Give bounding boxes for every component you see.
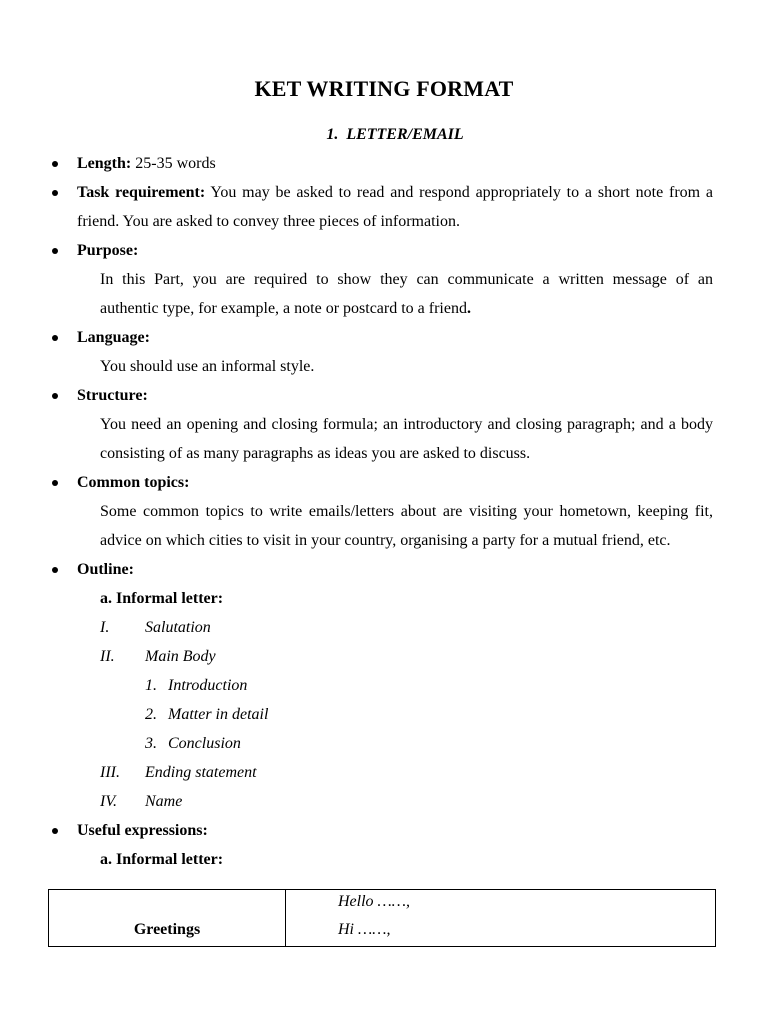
purpose-text-line1: In this Part, you are required to show they can communicate a written message of an [100, 271, 713, 288]
outline-subitem-text: Introduction [168, 677, 248, 694]
list-item-purpose [0, 236, 768, 265]
outline-label: Outline: [77, 561, 134, 578]
expressions-label: Useful expressions: [77, 822, 208, 839]
outline-subitem-number: 1. [145, 677, 157, 694]
outline-subitem-text: Matter in detail [168, 706, 269, 723]
outline-item-text: Salutation [145, 619, 211, 636]
length-text: 25-35 words [131, 155, 216, 172]
task-text-line2: friend. You are asked to convey three pieces of information. [77, 213, 460, 230]
page-title: KET WRITING FORMAT [254, 76, 514, 101]
structure-text-line1: You need an opening and closing formula; an introductory and closing paragraph; and a body [100, 416, 713, 433]
greeting-expression: Hi ……, [338, 921, 391, 938]
section-heading [0, 123, 768, 147]
content-body [0, 149, 768, 874]
outline-item-number: IV. [100, 793, 118, 810]
outline-item-number: III. [100, 764, 120, 781]
topics-label: Common topics: [77, 474, 190, 491]
outline-item [0, 787, 768, 816]
task-label: Task requirement: [77, 184, 206, 201]
task-text-line1: You may be asked to read and respond appropriately to a short note from a [205, 184, 713, 201]
outline-subitem [0, 700, 768, 729]
list-item-language [0, 323, 768, 352]
greeting-expression: Hello ……, [338, 893, 410, 910]
list-item-task [0, 178, 768, 207]
outline-item-text: Name [145, 793, 183, 810]
bullet-icon [52, 335, 58, 341]
outline-subitem [0, 671, 768, 700]
list-item-outline [0, 555, 768, 584]
outline-subitem [0, 729, 768, 758]
outline-subitem-text: Conclusion [168, 735, 241, 752]
language-label: Language: [77, 329, 150, 346]
topics-text-line2: advice on which cities to visit in your country, organising a party for a mutual friend, etc. [100, 532, 671, 549]
outline-item-text: Main Body [145, 648, 216, 665]
purpose-text-line2: authentic type, for example, a note or postcard to a friend [100, 300, 467, 317]
bullet-icon [52, 828, 58, 834]
length-label: Length: [77, 155, 132, 172]
bullet-icon [52, 567, 58, 573]
table-cell-label [49, 890, 286, 947]
list-item-structure [0, 381, 768, 410]
list-item-length [0, 149, 768, 178]
structure-text-line2: consisting of as many paragraphs as ideas you are asked to discuss. [100, 445, 531, 462]
bullet-icon [52, 393, 58, 399]
list-item-expressions [0, 816, 768, 845]
table-cell-values [286, 890, 716, 947]
expressions-table [48, 889, 716, 947]
outline-item [0, 642, 768, 671]
outline-item [0, 613, 768, 642]
bullet-icon [52, 190, 58, 196]
outline-item-number: II. [100, 648, 115, 665]
greetings-label: Greetings [133, 921, 201, 938]
outline-item-number: I. [100, 619, 110, 636]
outline-item [0, 758, 768, 787]
section-number: 1. [326, 126, 339, 143]
table-row [49, 890, 716, 947]
outline-item-text: Ending statement [145, 764, 257, 781]
bullet-icon [52, 161, 58, 167]
outline-subheading: a. Informal letter: [100, 590, 224, 607]
expressions-subheading: a. Informal letter: [100, 851, 224, 868]
outline-subitem-number: 2. [145, 706, 157, 723]
section-title: LETTER/EMAIL [346, 126, 464, 143]
structure-label: Structure: [77, 387, 148, 404]
bullet-icon [52, 480, 58, 486]
purpose-label: Purpose: [77, 242, 139, 259]
outline-subitem-number: 3. [145, 735, 157, 752]
bullet-icon [52, 248, 58, 254]
purpose-text-end: . [466, 300, 471, 317]
list-item-topics [0, 468, 768, 497]
language-text: You should use an informal style. [100, 358, 315, 375]
topics-text-line1: Some common topics to write emails/letters about are visiting your hometown, keeping fit, [100, 503, 713, 520]
